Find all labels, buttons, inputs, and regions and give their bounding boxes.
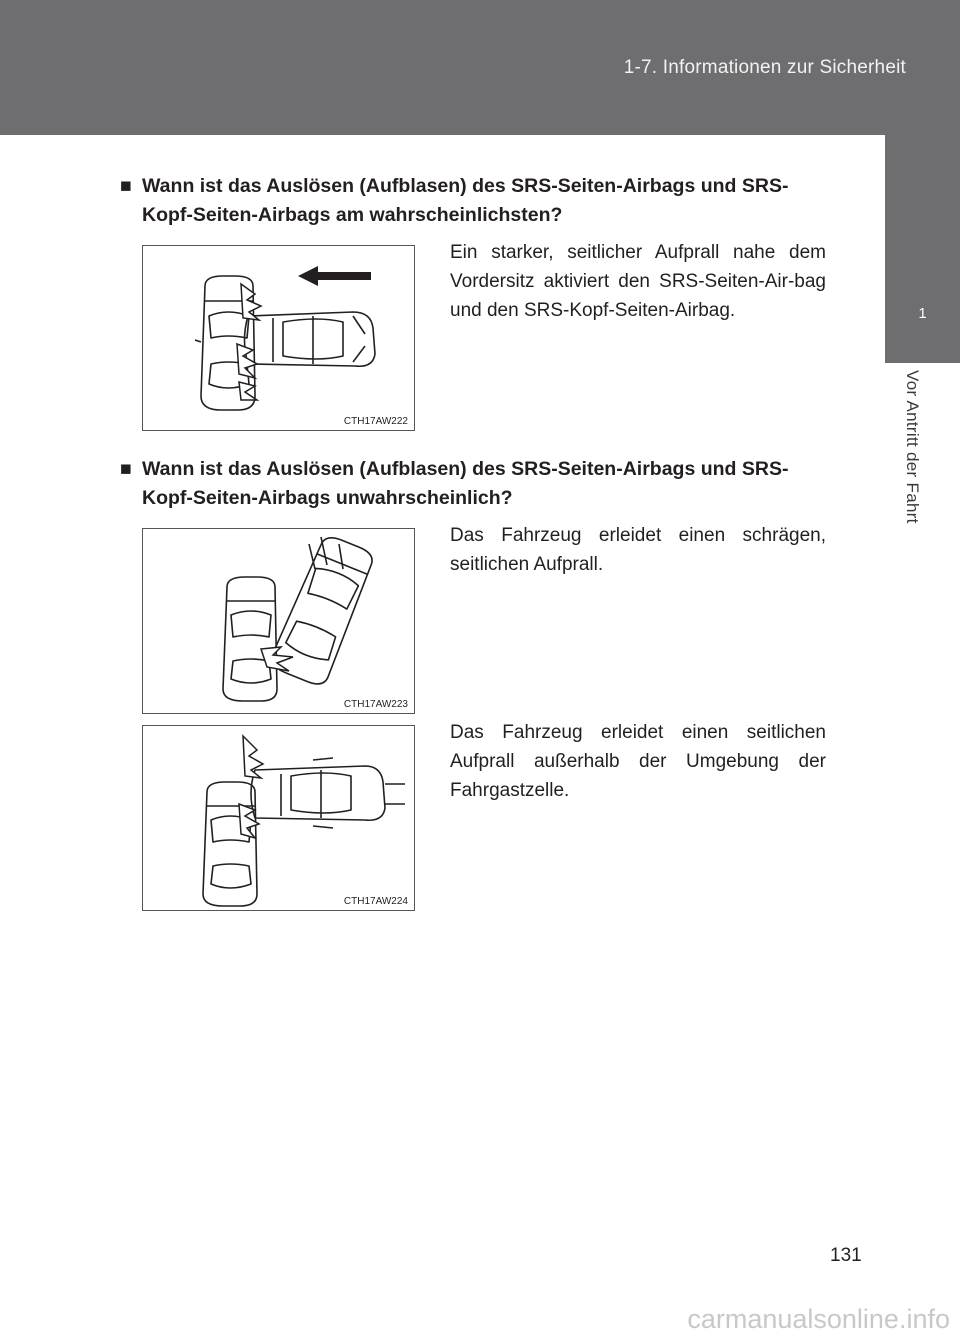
crash-figure-1	[142, 245, 415, 431]
crash-figure-2	[142, 528, 415, 714]
figure-code: CTH17AW224	[343, 896, 408, 907]
chapter-title: Vor Antritt der Fahrt	[903, 370, 922, 524]
chapter-tab	[885, 135, 960, 363]
figure-code: CTH17AW223	[343, 699, 408, 710]
figure-description-3: Das Fahrzeug erleidet einen seitlichen Aufprall außerhalb der Umgebung der Fahrgastzelle.	[450, 722, 826, 801]
side-impact-illustration	[143, 246, 416, 432]
oblique-impact-illustration	[143, 529, 416, 715]
bullet-icon: ■	[120, 458, 132, 480]
heading-line-1: Wann ist das Auslösen (Aufblasen) des SRS-Seiten-Airbags und SRS-	[142, 458, 789, 480]
figure-description-1: Ein starker, seitlicher Aufprall nahe dem Vordersitz aktiviert den SRS-Seiten-Air-bag und den SRS-Kopf-Seiten-Airbag.	[450, 242, 826, 321]
bullet-icon: ■	[120, 175, 132, 197]
figure-description-2: Das Fahrzeug erleidet einen schrägen, seitlichen Aufprall.	[450, 525, 826, 575]
figure-code: CTH17AW222	[343, 416, 408, 427]
page-number: 131	[830, 1245, 862, 1266]
crash-figure-3	[142, 725, 415, 911]
rear-side-impact-illustration	[143, 726, 416, 912]
heading-line-2: Kopf-Seiten-Airbags am wahrscheinlichsten?	[142, 204, 563, 226]
heading-line-2: Kopf-Seiten-Airbags unwahrscheinlich?	[142, 487, 513, 509]
watermark: carmanualsonline.info	[687, 1304, 950, 1334]
section-title: 1-7. Informationen zur Sicherheit	[623, 57, 906, 78]
section-heading-2	[120, 455, 835, 513]
heading-line-1: Wann ist das Auslösen (Aufblasen) des SRS-Seiten-Airbags und SRS-	[142, 175, 789, 197]
header-bar	[0, 0, 960, 135]
chapter-number: 1	[918, 305, 927, 322]
section-heading-1	[120, 172, 835, 230]
